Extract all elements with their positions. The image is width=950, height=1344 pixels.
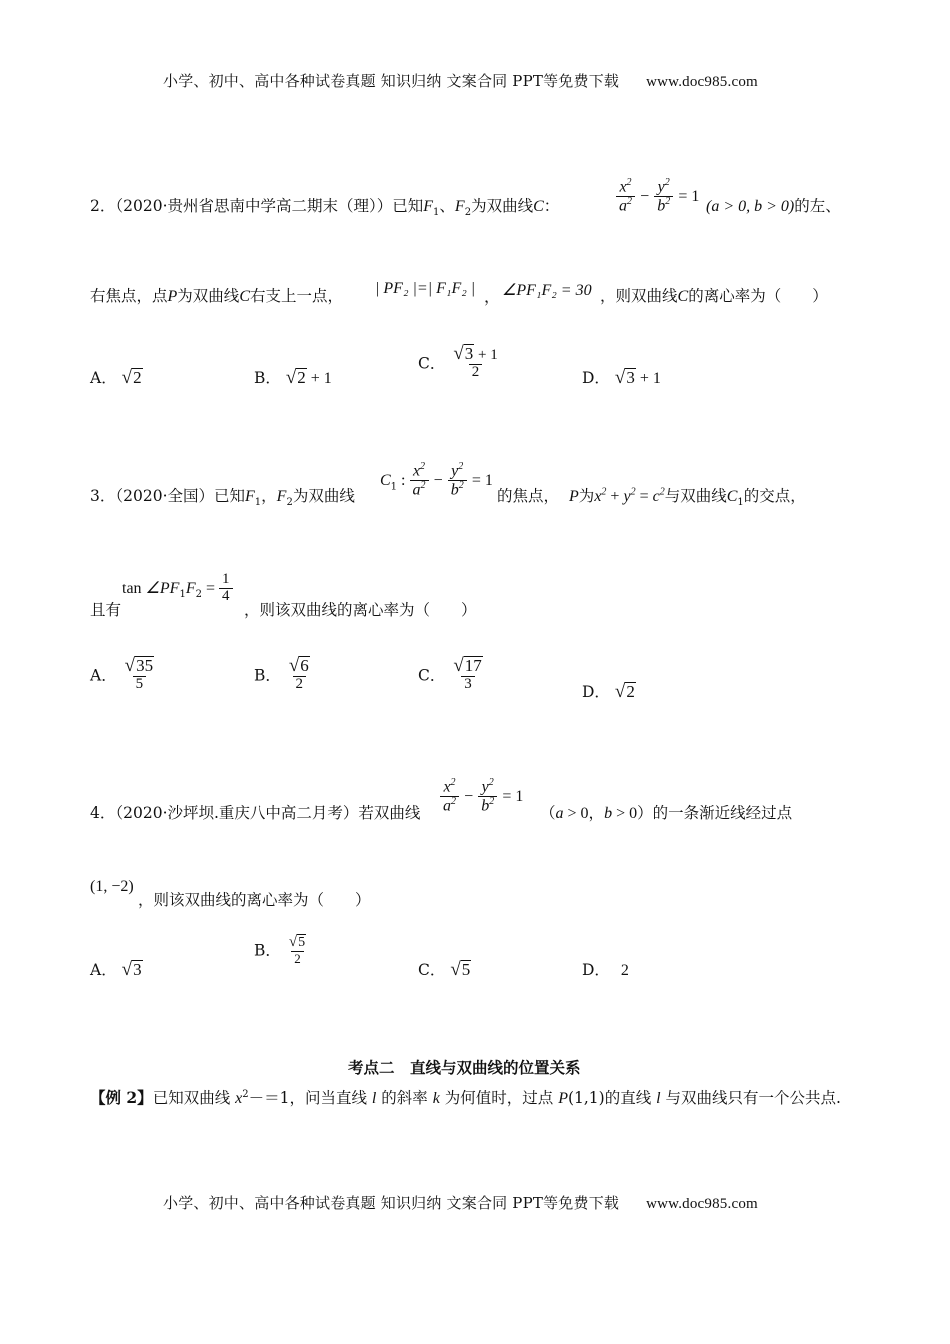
question-4-line-1: 4．（2020·沙坪坝.重庆八中高二月考）若双曲线 [90,804,421,822]
q3-hyperbola-equation: $C_1$ : $\frac{x^2}{a^2}$ − $\frac{y^2}{b^2}$ = 1 [380,461,493,499]
question-2-line-2: 右焦点，点P为双曲线C右支上一点， [90,287,343,305]
q3-option-d[interactable]: D． √2 [582,681,635,702]
question-2-line-1: 2．（2020·贵州省思南中学高二期末（理））已知$F_1$、$F_2$为双曲线C： [90,197,560,219]
q4-ask: ，则该双曲线的离心率为（ ） [138,891,371,909]
q2-option-d[interactable]: D． √3 + 1 [582,367,661,388]
footer-text: 小学、初中、高中各种试卷真题 知识归纳 文案合同 PPT等免费下载 [163,1194,620,1212]
q3-option-c[interactable]: C． $\frac{√17}{3}$ [418,655,482,692]
q4-option-d[interactable]: D． 2 [582,961,629,979]
q3-option-b[interactable]: B． $\frac{√6}{2}$ [254,655,309,692]
hyperbola-equation: $\frac{x^2}{a^2}$ − $\frac{y^2}{b^2}$ = 1 [616,178,699,215]
q2-angle: ∠PF₁F₂ = 30 [502,282,592,299]
q4-point: (1, −2) [90,878,134,895]
q2-condition: (a > 0, b > 0)的左、 [706,197,841,215]
section-title: 考点二 直线与双曲线的位置关系 [348,1058,581,1077]
q4-hyperbola-equation: $\frac{x^2}{a^2}$ − $\frac{y^2}{b^2}$ = 1 [440,778,523,815]
q4-option-c[interactable]: C． √5 [418,959,471,980]
q2-option-b[interactable]: B． √2 + 1 [254,367,332,388]
example-2: 【例 2】已知双曲线 $x^2-=1$，问当直线 l 的斜率 k 为何值时，过点 P(1,1)的直线 l 与双曲线只有一个公共点. [90,1088,841,1107]
question-number: 2． [90,197,116,215]
header-url: www.doc985.com [646,74,758,90]
q4-option-a[interactable]: A． √3 [90,959,142,980]
page-footer [163,1192,758,1213]
page-header [163,70,758,91]
q2-equation-pf2: | PF₂ |=| F₁F₂ | [375,280,476,297]
q3-line-1-tail: 的焦点， P为$x^2 + y^2 = c^2$与双曲线$C_1$的交点， [497,486,806,509]
q3-ask: ，则该双曲线的离心率为（ ） [244,601,477,619]
q2-option-c[interactable]: C． $\frac{√3 + 1}{2}$ [418,343,498,380]
q4-option-b[interactable]: B． $\frac{√5}{2}$ [254,934,306,966]
q2-option-a[interactable]: A． √2 [90,367,142,388]
footer-url: www.doc985.com [646,1196,758,1212]
header-text: 小学、初中、高中各种试卷真题 知识归纳 文案合同 PPT等免费下载 [163,72,620,90]
question-source: （2020·贵州省思南中学高二期末（理））已知 [115,197,424,215]
q4-condition: （a > 0，b > 0）的一条渐近线经过点 [540,804,793,822]
q3-tan-condition: $\tan \angle PF_1F_2$ = $\frac{1}{4}$ [122,572,233,605]
q2-ask: ，则双曲线C的离心率为（ ） [600,287,828,305]
q3-option-a[interactable]: A． $\frac{√35}{5}$ [90,655,154,692]
question-3-line-1: 3．（2020·全国）已知$F_1$，$F_2$为双曲线 [90,487,355,509]
question-3-line-2: 且有 [90,601,122,619]
